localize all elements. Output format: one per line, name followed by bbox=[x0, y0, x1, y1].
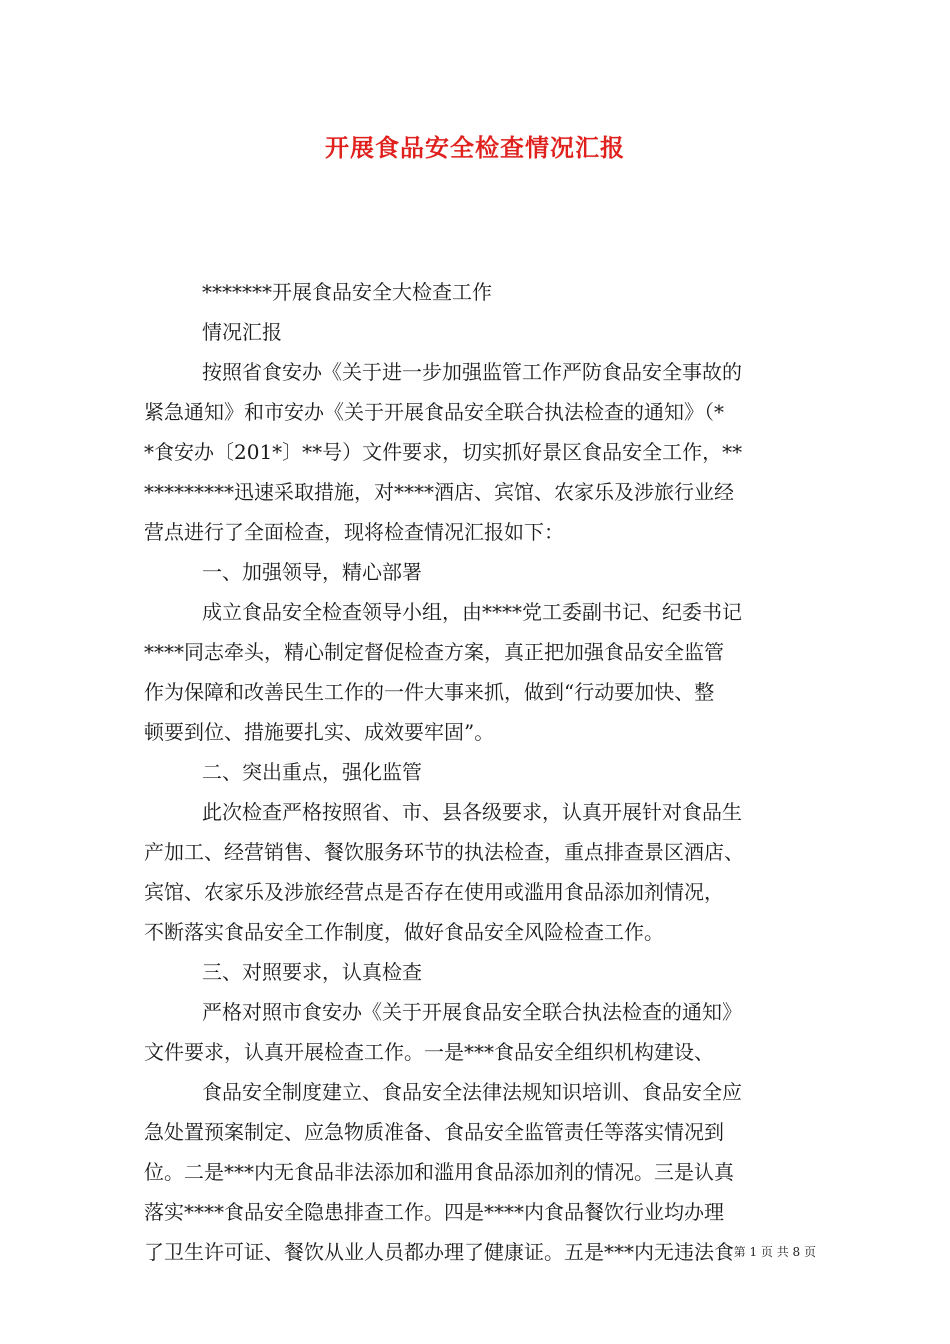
body-line: 成立食品安全检查领导小组，由****党工委副书记、纪委书记 bbox=[202, 600, 742, 624]
body-line: 不断落实食品安全工作制度，做好食品安全风险检查工作。 bbox=[144, 920, 664, 944]
body-line: 产加工、经营销售、餐饮服务环节的执法检查，重点排查景区酒店、 bbox=[144, 840, 744, 864]
body-line: 此次检查严格按照省、市、县各级要求，认真开展针对食品生 bbox=[202, 800, 742, 824]
body-line: *食安办〔201*〕**号）文件要求，切实抓好景区食品安全工作，** bbox=[144, 440, 743, 464]
body-line: 紧急通知》和市安办《关于开展食品安全联合执法检查的通知》（* bbox=[144, 400, 724, 424]
body-line: 宾馆、农家乐及涉旅经营点是否存在使用或滥用食品添加剂情况， bbox=[144, 880, 724, 904]
body-line: *******开展食品安全大检查工作 bbox=[202, 280, 492, 304]
body-line: *********迅速采取措施，对****酒店、宾馆、农家乐及涉旅行业经 bbox=[144, 480, 734, 504]
body-line: 了卫生许可证、餐饮从业人员都办理了健康证。五是***内无违法食 bbox=[144, 1240, 734, 1264]
page-number-footer: 第 1 页 共 8 页 bbox=[733, 1245, 816, 1259]
body-line: 情况汇报 bbox=[202, 320, 282, 344]
section-heading-2: 二、突出重点，强化监管 bbox=[202, 760, 422, 784]
section-heading-3: 三、对照要求，认真检查 bbox=[202, 960, 422, 984]
body-line: 按照省食安办《关于进一步加强监管工作严防食品安全事故的 bbox=[202, 360, 742, 384]
section-heading-1: 一、加强领导，精心部署 bbox=[202, 560, 422, 584]
body-line: 营点进行了全面检查，现将检查情况汇报如下： bbox=[144, 520, 564, 544]
document-body bbox=[144, 272, 816, 1272]
body-line: ****同志牵头，精心制定督促检查方案，真正把加强食品安全监管 bbox=[144, 640, 724, 664]
body-line: 严格对照市食安办《关于开展食品安全联合执法检查的通知》 bbox=[202, 1000, 742, 1024]
body-line: 顿要到位、措施要扎实、成效要牢固”。 bbox=[144, 720, 495, 744]
document-title: 开展食品安全检查情况汇报 bbox=[325, 133, 625, 162]
body-line: 急处置预案制定、应急物质准备、食品安全监管责任等落实情况到 bbox=[144, 1120, 724, 1144]
body-line: 落实****食品安全隐患排查工作。四是****内食品餐饮行业均办理 bbox=[144, 1200, 724, 1224]
body-line: 位。二是***内无食品非法添加和滥用食品添加剂的情况。三是认真 bbox=[144, 1160, 734, 1184]
body-line: 作为保障和改善民生工作的一件大事来抓，做到“行动要加快、整 bbox=[144, 680, 715, 704]
body-line: 文件要求，认真开展检查工作。一是***食品安全组织机构建设、 bbox=[144, 1040, 714, 1064]
body-line: 食品安全制度建立、食品安全法律法规知识培训、食品安全应 bbox=[202, 1080, 742, 1104]
